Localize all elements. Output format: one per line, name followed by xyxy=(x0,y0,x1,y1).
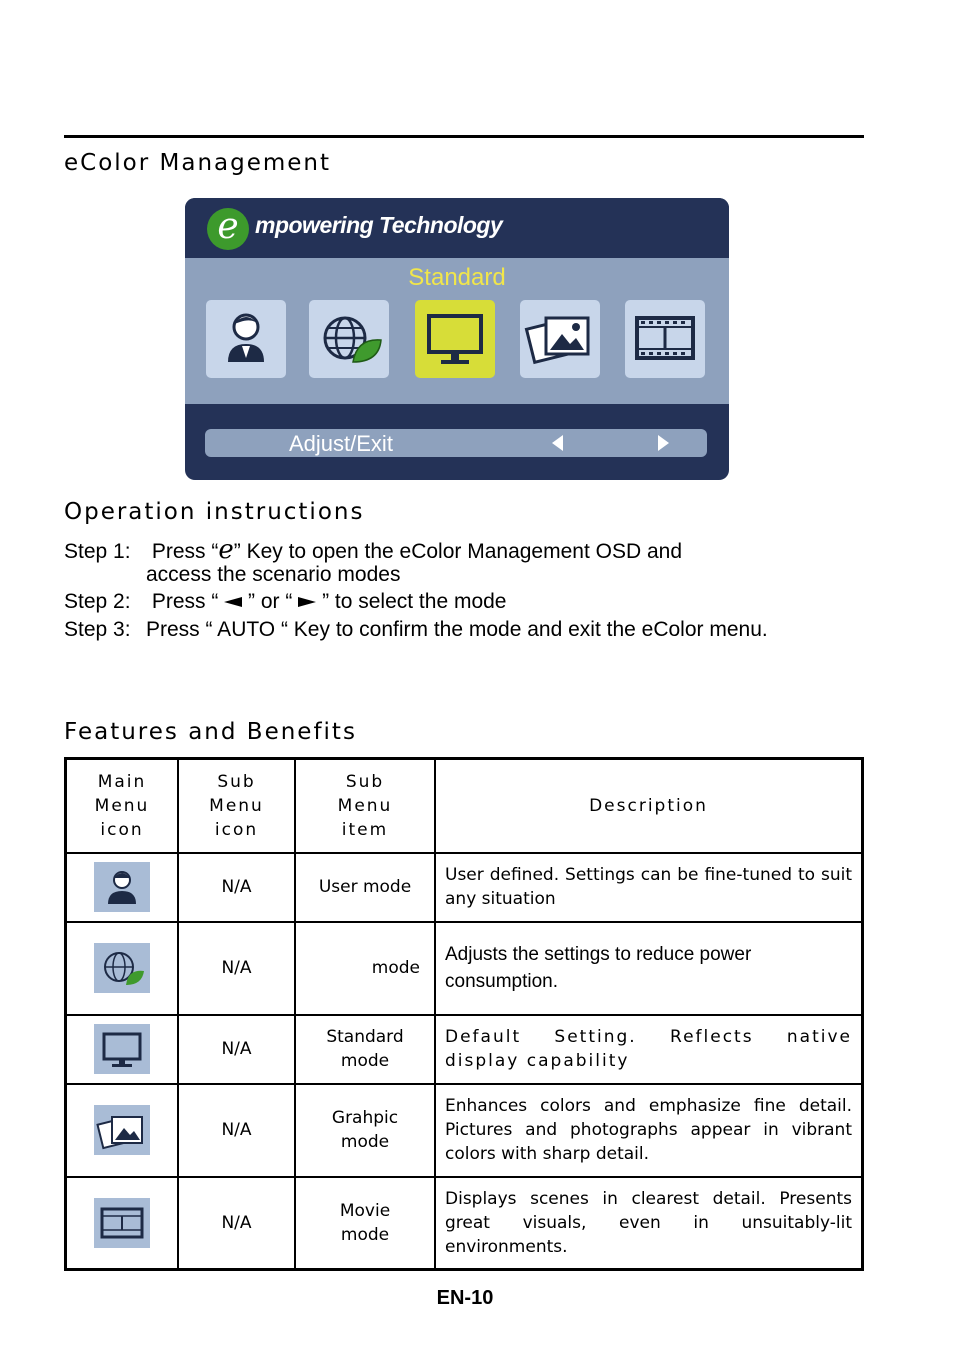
osd-mode-area xyxy=(185,258,729,404)
e-key-icon: e xyxy=(218,535,234,565)
step-1-continued: access the scenario modes xyxy=(146,563,401,586)
ecolor-section-title: eColor Management xyxy=(64,150,332,176)
eco-globe-icon xyxy=(309,300,389,378)
osd-tile-eco[interactable] xyxy=(309,300,389,378)
table-row: N/A Standard mode Default Setting. Reflects native display capability xyxy=(66,1015,863,1084)
osd-brand-text: mpowering Technology xyxy=(255,212,503,238)
osd-current-mode: Standard xyxy=(408,264,506,291)
user-mode-icon xyxy=(94,862,150,912)
step-2: Step 2: Press “ ” or “ ” to select the mode xyxy=(64,590,507,613)
header-main-menu-icon: Main Menu icon xyxy=(66,759,179,853)
table-row: N/A mode Adjusts the settings to reduce power consumption. xyxy=(66,922,863,1015)
eco-mode-icon xyxy=(94,943,150,993)
standard-mode-icon xyxy=(94,1024,150,1074)
film-icon xyxy=(625,300,705,378)
monitor-icon xyxy=(415,300,495,378)
table-row: N/A Grahpic mode Enhances colors and emphasize fine detail. Pictures and photographs appear in vibrant colors with sharp detail. xyxy=(66,1084,863,1177)
user-icon xyxy=(206,300,286,378)
osd-tile-user[interactable] xyxy=(206,300,286,378)
left-arrow-icon[interactable] xyxy=(552,435,563,451)
osd-tile-standard[interactable] xyxy=(415,300,495,378)
features-table xyxy=(64,757,864,1271)
header-sub-menu-icon: Sub Menu icon xyxy=(178,759,295,853)
table-row: N/A User mode User defined. Settings can be fine-tuned to suit any situation xyxy=(66,853,863,922)
osd-header xyxy=(185,198,729,258)
left-key-icon xyxy=(224,597,242,607)
step-3: Step 3: Press “ AUTO “ Key to confirm the mode and exit the eColor menu. xyxy=(64,618,768,641)
header-sub-menu-item: Sub Menu item xyxy=(295,759,435,853)
osd-tile-graphic[interactable] xyxy=(520,300,600,378)
osd-adjust-exit-bar[interactable] xyxy=(205,429,707,457)
top-rule xyxy=(64,135,864,138)
features-section-title: Features and Benefits xyxy=(64,719,357,745)
right-arrow-icon[interactable] xyxy=(658,435,669,451)
table-row: N/A Movie mode Displays scenes in clearest detail. Presents great visuals, even in unsuitably-lit environments. xyxy=(66,1177,863,1270)
operation-section-title: Operation instructions xyxy=(64,499,365,525)
ecolor-osd-panel xyxy=(185,198,729,480)
movie-mode-icon xyxy=(94,1198,150,1248)
header-description: Description xyxy=(435,759,863,853)
osd-tile-movie[interactable] xyxy=(625,300,705,378)
page-number: EN-10 xyxy=(436,1287,494,1309)
photos-icon xyxy=(520,300,600,378)
table-header-row xyxy=(66,759,863,853)
osd-bar-label: Adjust/Exit xyxy=(289,431,393,456)
right-key-icon xyxy=(298,597,316,607)
graphic-mode-icon xyxy=(94,1105,150,1155)
empowering-logo-icon: e xyxy=(207,208,249,250)
step-1: Step 1: Press “e” Key to open the eColor Management OSD and xyxy=(64,535,683,565)
